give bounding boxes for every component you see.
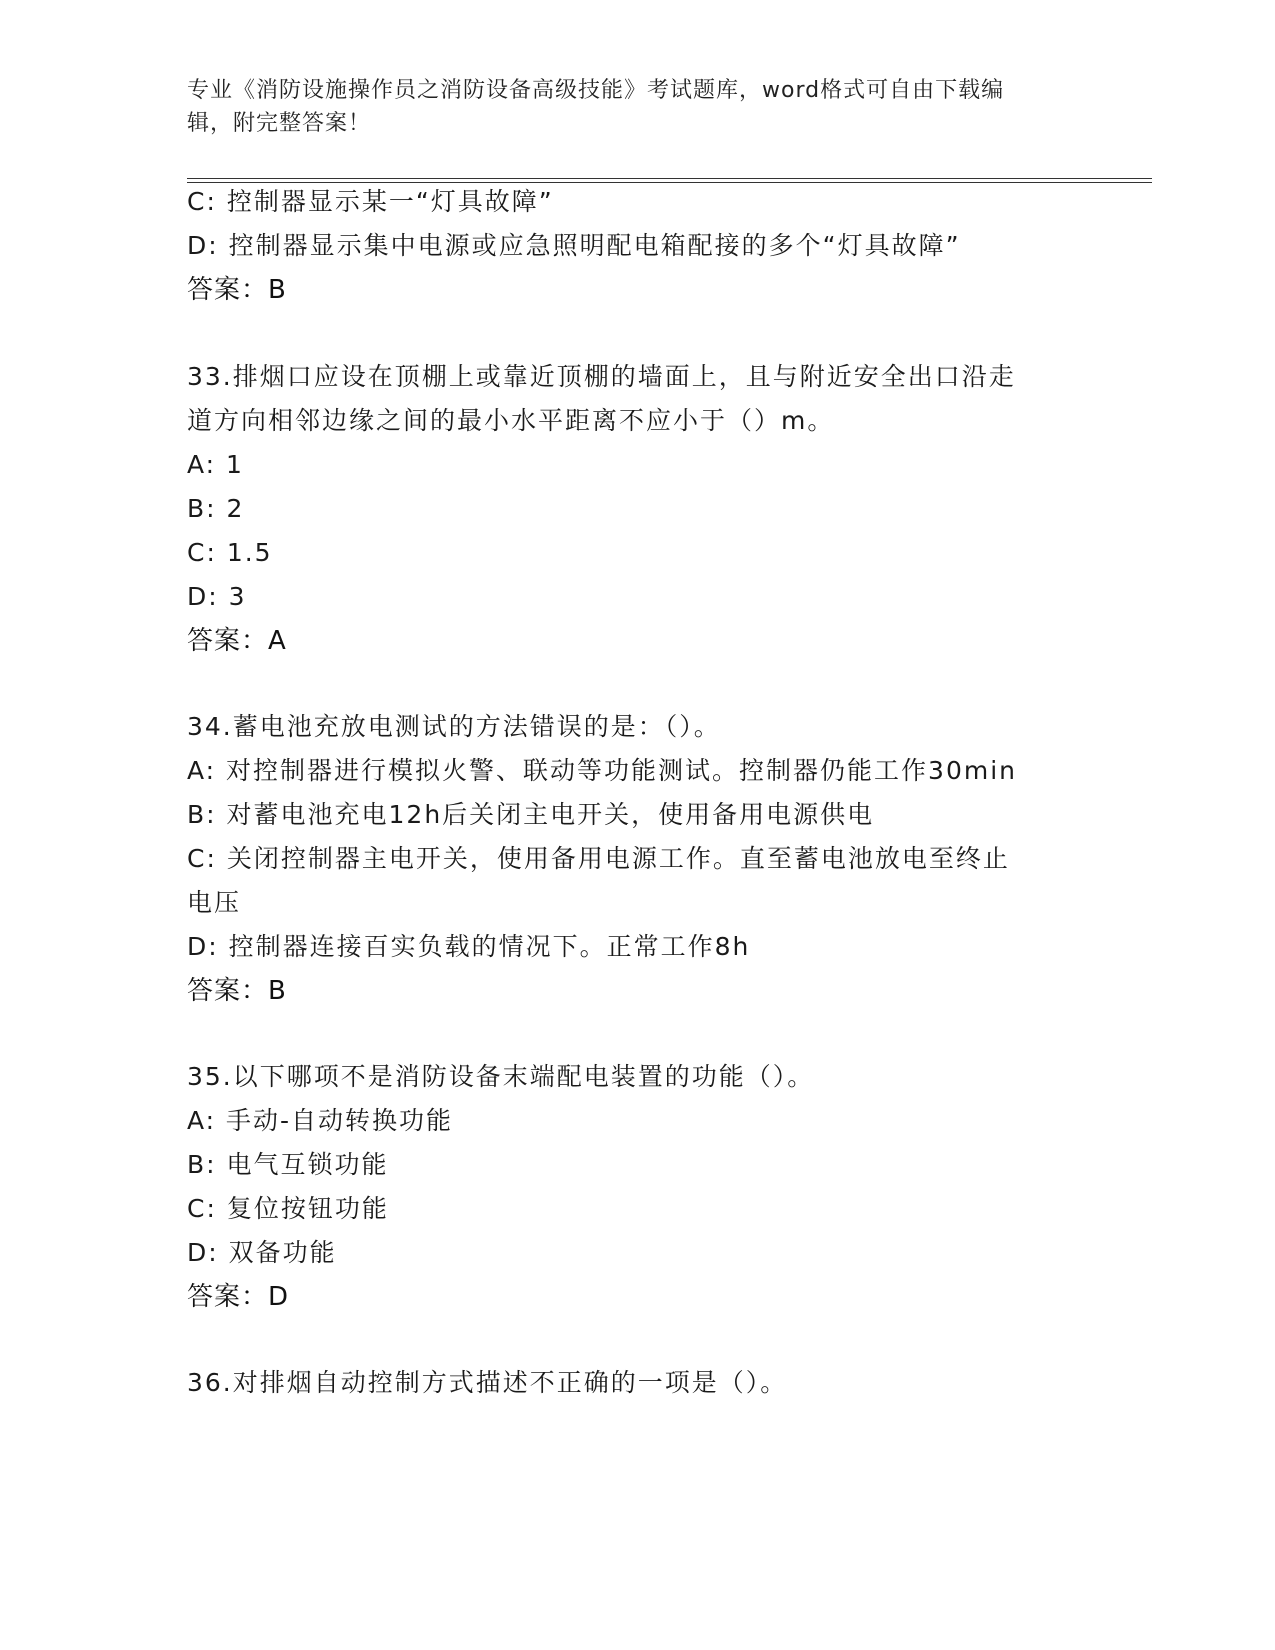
q34-option-b: B: 对蓄电池充电12h后关闭主电开关，使用备用电源供电 bbox=[187, 800, 875, 829]
q36-stem: 36.对排烟自动控制方式描述不正确的一项是（）。 bbox=[187, 1368, 788, 1397]
document-header bbox=[187, 74, 1087, 140]
q35-option-d: D: 双备功能 bbox=[187, 1238, 337, 1267]
header-double-rule bbox=[187, 178, 1152, 183]
q34-option-c-line-1: C: 关闭控制器主电开关，使用备用电源工作。直至蓄电池放电至终止 bbox=[187, 844, 1010, 873]
q35-option-a: A: 手动-自动转换功能 bbox=[187, 1106, 454, 1135]
q34-option-c-line-2: 电压 bbox=[187, 888, 242, 917]
q34-option-d: D: 控制器连接百实负载的情况下。正常工作8h bbox=[187, 932, 751, 961]
q33-option-b: B: 2 bbox=[187, 494, 245, 523]
q33-option-a: A: 1 bbox=[187, 450, 244, 479]
header-line-1: 专业《消防设施操作员之消防设备高级技能》考试题库，word格式可自由下载编 bbox=[187, 78, 1005, 103]
q34-option-a: A: 对控制器进行模拟火警、联动等功能测试。控制器仍能工作30min bbox=[187, 756, 1017, 785]
q34-answer: 答案：B bbox=[187, 976, 287, 1006]
q33-answer: 答案：A bbox=[187, 626, 287, 656]
q32-option-c: C: 控制器显示某一“灯具故障” bbox=[187, 187, 554, 216]
q33-stem-line-2: 道方向相邻边缘之间的最小水平距离不应小于（）m。 bbox=[187, 406, 835, 435]
header-line-2: 辑，附完整答案！ bbox=[187, 111, 372, 136]
q33-stem-line-1: 33.排烟口应设在顶棚上或靠近顶棚的墙面上，且与附近安全出口沿走 bbox=[187, 362, 1016, 391]
q35-stem: 35.以下哪项不是消防设备末端配电装置的功能（）。 bbox=[187, 1062, 815, 1091]
q32-answer: 答案：B bbox=[187, 275, 287, 305]
q34-stem: 34.蓄电池充放电测试的方法错误的是：（）。 bbox=[187, 712, 721, 741]
q32-option-d: D: 控制器显示集中电源或应急照明配电箱配接的多个“灯具故障” bbox=[187, 231, 961, 260]
q35-option-b: B: 电气互锁功能 bbox=[187, 1150, 389, 1179]
q35-option-c: C: 复位按钮功能 bbox=[187, 1194, 389, 1223]
q35-answer: 答案：D bbox=[187, 1282, 290, 1312]
q33-option-d: D: 3 bbox=[187, 582, 247, 611]
q33-option-c: C: 1.5 bbox=[187, 538, 273, 567]
